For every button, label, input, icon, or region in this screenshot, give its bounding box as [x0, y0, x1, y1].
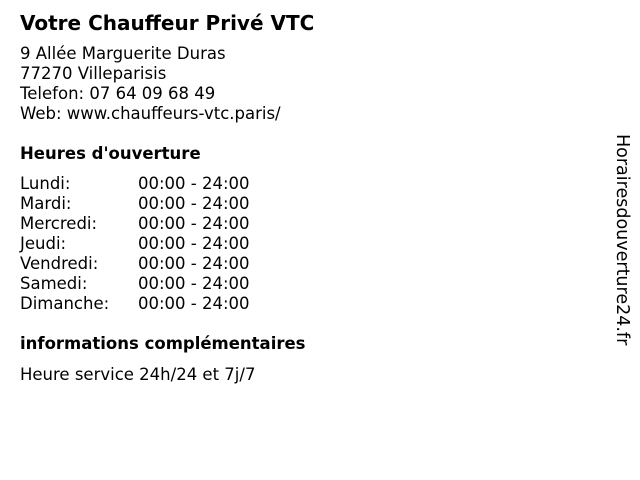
time-range: 00:00 - 24:00	[138, 234, 250, 253]
site-watermark: Horairesdouverture24.fr	[612, 134, 632, 346]
hours-heading: Heures d'ouverture	[20, 144, 201, 163]
day-label: Samedi:	[20, 274, 88, 293]
info-heading: informations complémentaires	[20, 334, 306, 353]
website: Web: www.chauffeurs-vtc.paris/	[20, 104, 281, 123]
address-city: 77270 Villeparisis	[20, 64, 167, 83]
day-label: Dimanche:	[20, 294, 110, 313]
time-range: 00:00 - 24:00	[138, 174, 250, 193]
hours-row-tuesday	[20, 194, 250, 214]
address-street: 9 Allée Marguerite Duras	[20, 44, 226, 63]
day-label: Jeudi:	[20, 234, 67, 253]
time-range: 00:00 - 24:00	[138, 214, 250, 233]
business-contact	[20, 44, 281, 124]
time-range: 00:00 - 24:00	[138, 294, 250, 313]
day-label: Mercredi:	[20, 214, 98, 233]
hours-row-thursday	[20, 234, 250, 254]
hours-row-monday	[20, 174, 250, 194]
time-range: 00:00 - 24:00	[138, 194, 250, 213]
day-label: Lundi:	[20, 174, 71, 193]
hours-row-saturday	[20, 274, 250, 294]
time-range: 00:00 - 24:00	[138, 274, 250, 293]
day-label: Mardi:	[20, 194, 72, 213]
time-range: 00:00 - 24:00	[138, 254, 250, 273]
hours-table	[20, 174, 250, 314]
info-text: Heure service 24h/24 et 7j/7	[20, 365, 256, 384]
business-name: Votre Chauffeur Privé VTC	[20, 11, 315, 35]
hours-row-sunday	[20, 294, 250, 314]
phone-number: Telefon: 07 64 09 68 49	[20, 84, 216, 103]
hours-row-wednesday	[20, 214, 250, 234]
day-label: Vendredi:	[20, 254, 99, 273]
hours-row-friday	[20, 254, 250, 274]
